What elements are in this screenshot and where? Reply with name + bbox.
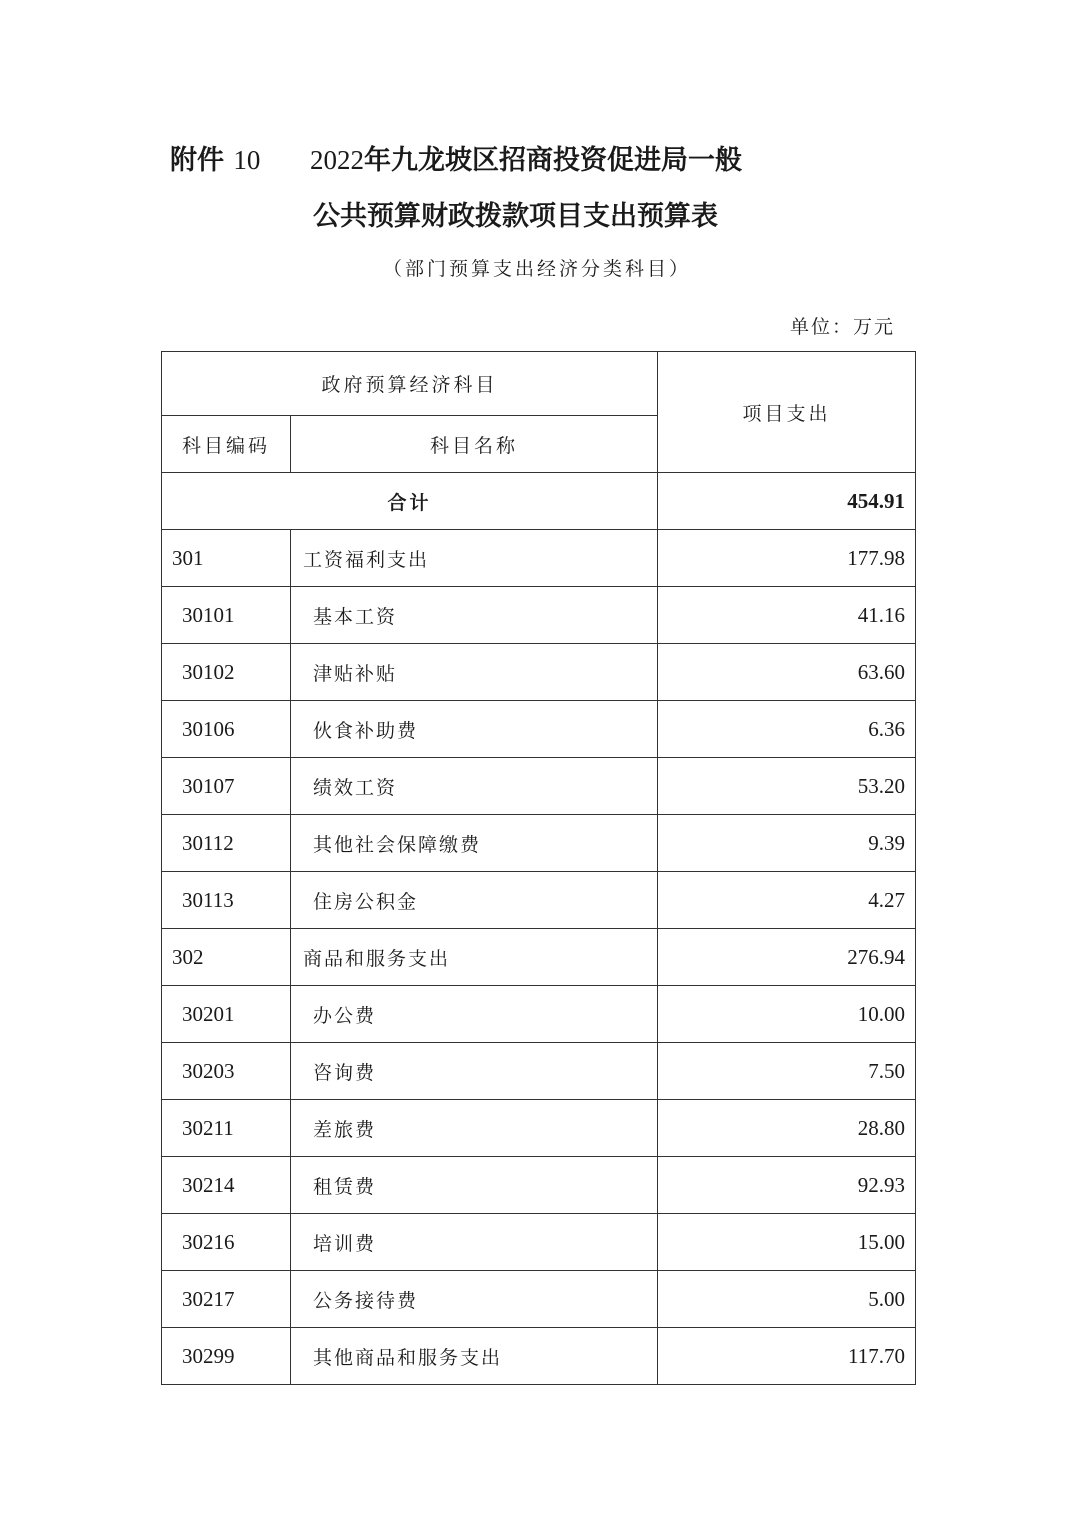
attachment-label: 附件 10 <box>170 145 261 176</box>
row-value-cell: 15.00 <box>658 1214 916 1271</box>
row-name-cell: 绩效工资 <box>291 758 658 815</box>
total-value-cell: 454.91 <box>658 473 916 530</box>
row-code-cell: 30101 <box>162 587 291 644</box>
row-value-cell: 117.70 <box>658 1328 916 1385</box>
table-row <box>162 815 916 872</box>
row-name-cell: 租赁费 <box>291 1157 658 1214</box>
row-code-cell: 30107 <box>162 758 291 815</box>
row-code-cell: 30214 <box>162 1157 291 1214</box>
row-name-cell: 津贴补贴 <box>291 644 658 701</box>
title-line1-text: 年九龙坡区招商投资促进局一般 <box>364 145 742 176</box>
row-name-cell: 基本工资 <box>291 587 658 644</box>
row-name-cell: 培训费 <box>291 1214 658 1271</box>
row-code-cell: 30106 <box>162 701 291 758</box>
header-code-cell: 科目编码 <box>162 416 291 473</box>
row-code-cell: 30211 <box>162 1100 291 1157</box>
page-title-line1 <box>170 138 742 177</box>
table-row <box>162 530 916 587</box>
row-code-cell: 30299 <box>162 1328 291 1385</box>
table-row <box>162 929 916 986</box>
row-code-cell: 30203 <box>162 1043 291 1100</box>
total-label-cell: 合计 <box>162 473 658 530</box>
row-value-cell: 9.39 <box>658 815 916 872</box>
row-code-cell: 30216 <box>162 1214 291 1271</box>
row-value-cell: 41.16 <box>658 587 916 644</box>
table-row <box>162 1100 916 1157</box>
row-name-cell: 其他商品和服务支出 <box>291 1328 658 1385</box>
row-value-cell: 4.27 <box>658 872 916 929</box>
table-row <box>162 986 916 1043</box>
table-row <box>162 872 916 929</box>
row-code-cell: 301 <box>162 530 291 587</box>
row-name-cell: 住房公积金 <box>291 872 658 929</box>
header-value-cell: 项目支出 <box>658 352 916 473</box>
row-value-cell: 6.36 <box>658 701 916 758</box>
row-value-cell: 63.60 <box>658 644 916 701</box>
table-row <box>162 701 916 758</box>
row-value-cell: 10.00 <box>658 986 916 1043</box>
table-row <box>162 1043 916 1100</box>
row-code-cell: 30201 <box>162 986 291 1043</box>
row-name-cell: 差旅费 <box>291 1100 658 1157</box>
table-row <box>162 1271 916 1328</box>
header-group-cell: 政府预算经济科目 <box>162 352 658 416</box>
header-name-cell: 科目名称 <box>291 416 658 473</box>
row-name-cell: 商品和服务支出 <box>291 929 658 986</box>
table-row <box>162 758 916 815</box>
row-name-cell: 其他社会保障缴费 <box>291 815 658 872</box>
row-name-cell: 伙食补助费 <box>291 701 658 758</box>
row-value-cell: 177.98 <box>658 530 916 587</box>
table-row <box>162 1328 916 1385</box>
row-name-cell: 办公费 <box>291 986 658 1043</box>
row-value-cell: 7.50 <box>658 1043 916 1100</box>
row-name-cell: 公务接待费 <box>291 1271 658 1328</box>
unit-label: 单位：万元 <box>790 316 896 338</box>
row-code-cell: 30112 <box>162 815 291 872</box>
row-value-cell: 92.93 <box>658 1157 916 1214</box>
row-code-cell: 302 <box>162 929 291 986</box>
table-row <box>162 644 916 701</box>
row-code-cell: 30217 <box>162 1271 291 1328</box>
budget-table <box>161 351 916 1385</box>
row-value-cell: 28.80 <box>658 1100 916 1157</box>
row-value-cell: 53.20 <box>658 758 916 815</box>
page-title-line2: 公共预算财政拨款项目支出预算表 <box>313 201 718 232</box>
table-row <box>162 587 916 644</box>
row-code-cell: 30102 <box>162 644 291 701</box>
header-row-group <box>162 352 916 416</box>
row-name-cell: 咨询费 <box>291 1043 658 1100</box>
subtitle: （部门预算支出经济分类科目） <box>382 258 691 280</box>
total-row <box>162 473 916 530</box>
row-value-cell: 5.00 <box>658 1271 916 1328</box>
table-row <box>162 1157 916 1214</box>
table-row <box>162 1214 916 1271</box>
title-year: 2022 <box>310 145 364 175</box>
row-code-cell: 30113 <box>162 872 291 929</box>
row-value-cell: 276.94 <box>658 929 916 986</box>
row-name-cell: 工资福利支出 <box>291 530 658 587</box>
